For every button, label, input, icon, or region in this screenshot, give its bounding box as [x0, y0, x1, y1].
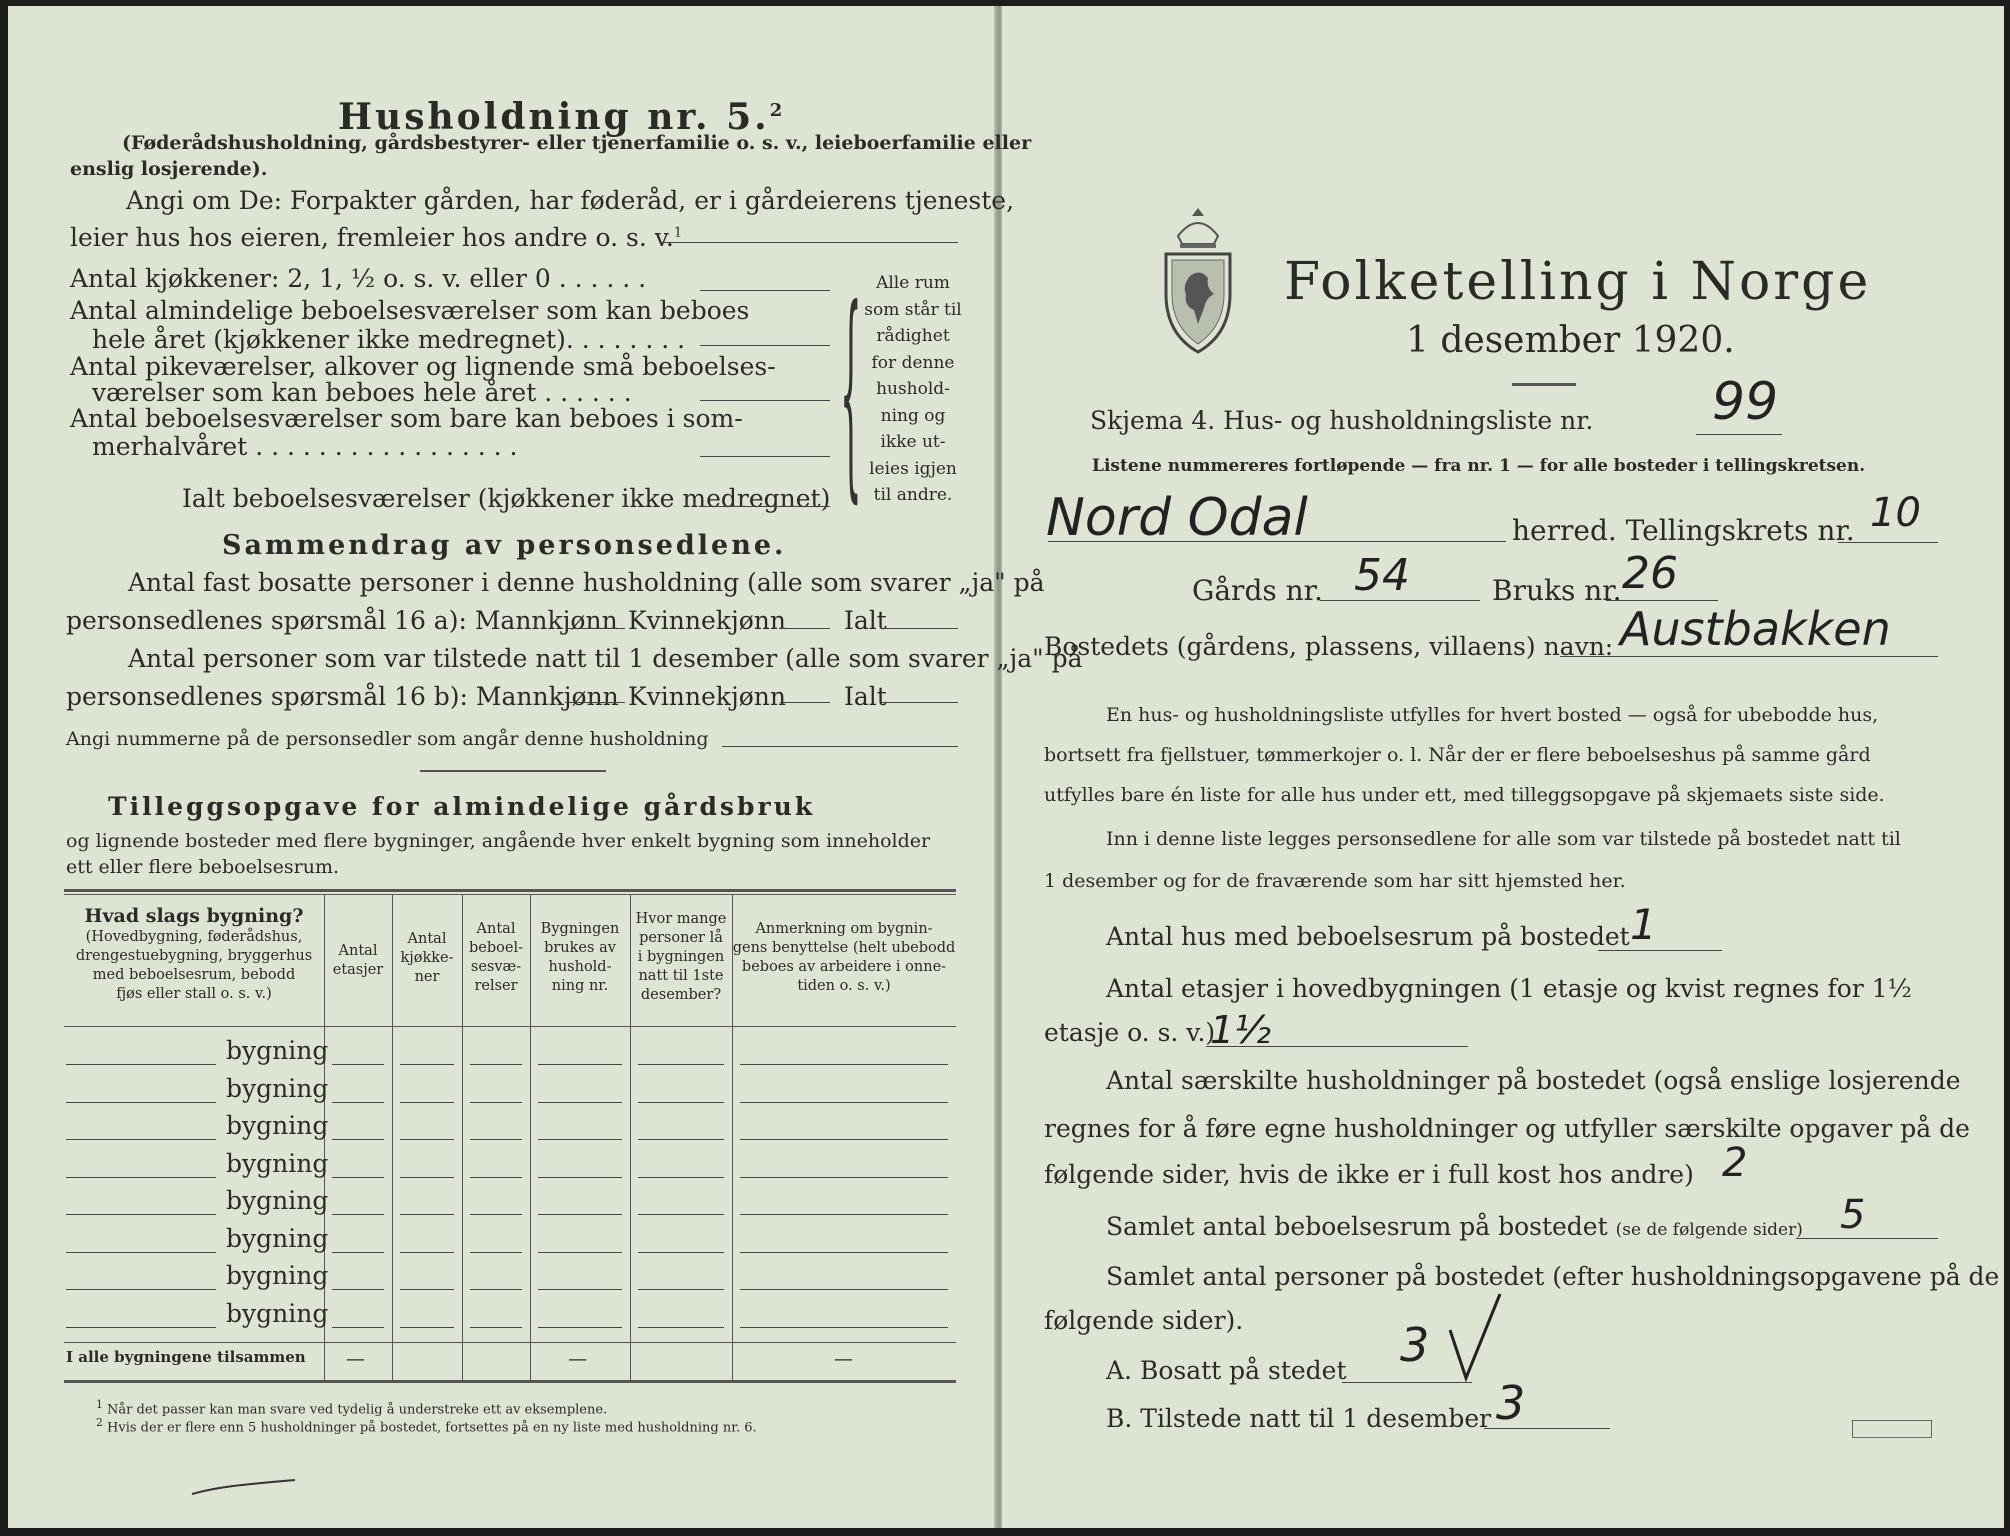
th-etasjer: Antal etasjer [332, 943, 384, 978]
building-cell-line[interactable] [470, 1177, 522, 1178]
building-cell-line[interactable] [400, 1214, 454, 1215]
check-mark [1446, 1290, 1506, 1384]
gards-value[interactable]: 54 [1354, 550, 1410, 601]
skjema-nr-value[interactable]: 99 [1712, 372, 1779, 432]
info-line-4: Inn i denne liste legges personsedlene for alle som var tilstede på bostedet natt til [1106, 828, 1901, 850]
angi-line-2: leier hus hos eieren, fremleier hos andre o. s. v.$^1$ [70, 223, 683, 252]
skjema-label: Skjema 4. Hus- og husholdningsliste nr. [1090, 406, 1594, 435]
sommer-answer-line[interactable] [700, 456, 830, 457]
tilstede-mann-line[interactable] [565, 702, 625, 703]
building-cell-line[interactable] [740, 1177, 948, 1178]
sammendrag-title: Sammendrag av personsedlene. [222, 530, 787, 561]
pike-answer-line[interactable] [700, 400, 830, 401]
building-cell-line[interactable] [470, 1214, 522, 1215]
building-cell-line[interactable] [470, 1102, 522, 1103]
building-cell-line[interactable] [332, 1064, 384, 1065]
q-pers-2: følgende sider). [1044, 1306, 1244, 1335]
ialt-rooms-answer-line[interactable] [700, 506, 830, 507]
fast-kvinne-label: Kvinnekjønn [628, 606, 786, 635]
building-cell-line[interactable] [470, 1139, 522, 1140]
table-total-rule [64, 1342, 956, 1343]
total-brukes-dash: — [568, 1348, 587, 1370]
building-type-line[interactable] [66, 1252, 216, 1253]
norway-coat-of-arms-icon [1156, 206, 1240, 356]
rooms-pike-2: værelser som kan beboes hele året . . . . . . [92, 378, 632, 407]
building-cell-line[interactable] [470, 1289, 522, 1290]
th-anmerkning: Anmerkning om bygnin- gens benyttelse (helt ubebodd beboes av arbeidere i onne- tiden o. s. v.) [732, 921, 956, 994]
q-rum-value[interactable]: 5 [1840, 1192, 1866, 1238]
fast-kvinne-line[interactable] [780, 628, 830, 629]
building-row-label: bygning [226, 1036, 329, 1065]
fast-mann-line[interactable] [565, 628, 625, 629]
th-beboelsesvaerelser: Antal beboel- sesvæ- relser [469, 921, 523, 994]
building-cell-line[interactable] [400, 1102, 454, 1103]
building-cell-line[interactable] [400, 1177, 454, 1178]
almindelige-answer-line[interactable] [700, 345, 830, 346]
b-tilstede-line [1484, 1428, 1610, 1429]
printer-stamp [1852, 1420, 1932, 1438]
q-etasjer-2: etasje o. s. v.) [1044, 1018, 1216, 1047]
building-cell-line[interactable] [638, 1327, 724, 1328]
nummerne-answer-line[interactable] [722, 746, 958, 747]
q-hush-value[interactable]: 2 [1722, 1140, 1748, 1186]
building-row-label: bygning [226, 1111, 329, 1140]
th-brukes-av: Bygningen brukes av hushold- ning nr. [540, 921, 620, 994]
bruks-value[interactable]: 26 [1622, 548, 1678, 599]
building-cell-line[interactable] [538, 1289, 622, 1290]
q-etasjer-value[interactable]: 1½ [1210, 1008, 1272, 1052]
bruks-line [1606, 600, 1718, 601]
building-cell-line[interactable] [332, 1252, 384, 1253]
a-bosatt-line [1342, 1382, 1472, 1383]
fast-ialt-line[interactable] [882, 628, 958, 629]
tillegg-sub-1: og lignende bosteder med flere bygninger, angående hver enkelt bygning som inneholder [66, 830, 931, 852]
intro-paren-1: (Føderådshusholdning, gårdsbestyrer- eller tjenerfamilie o. s. v., leieboerfamilie eller [122, 132, 1032, 154]
footnote-1: $^1$ Når det passer kan man svare ved tydelig å understreke ett av eksemplene. [96, 1398, 608, 1418]
building-cell-line[interactable] [740, 1214, 948, 1215]
rooms-almindelige-2: hele året (kjøkkener ikke medregnet). . . . . . . . [92, 325, 686, 354]
rooms-pike-1: Antal pikeværelser, alkover og lignende små beboelses- [70, 352, 776, 381]
pen-mark [190, 1476, 300, 1500]
building-cell-line[interactable] [400, 1289, 454, 1290]
building-cell-line[interactable] [332, 1177, 384, 1178]
q-etasjer-line [1206, 1046, 1468, 1047]
building-cell-line[interactable] [538, 1177, 622, 1178]
building-cell-line[interactable] [740, 1064, 948, 1065]
building-cell-line[interactable] [538, 1214, 622, 1215]
table-top-rule-2 [64, 894, 956, 895]
building-row-label: bygning [226, 1148, 329, 1178]
building-cell-line[interactable] [638, 1289, 724, 1290]
total-anmerkning-dash: — [834, 1348, 853, 1370]
th-kjokkener: Antal kjøkke- ner [400, 931, 454, 985]
b-tilstede-label: B. Tilstede natt til 1 desember [1106, 1404, 1492, 1433]
ialt-rooms-label: Ialt beboelsesværelser (kjøkkener ikke medregnet) [182, 484, 831, 513]
tilstede-kvinne-label: Kvinnekjønn [628, 682, 786, 711]
building-cell-line[interactable] [740, 1102, 948, 1103]
bosted-value[interactable]: Austbakken [1620, 602, 1891, 656]
building-cell-line[interactable] [400, 1252, 454, 1253]
building-row-label: bygning [226, 1223, 329, 1253]
info-line-3: utfylles bare én liste for alle hus under ett, med tilleggsopgave på skjemaets siste side. [1044, 784, 1885, 806]
building-type-line[interactable] [66, 1177, 216, 1178]
building-cell-line[interactable] [538, 1139, 622, 1140]
table-bottom-rule [64, 1380, 956, 1383]
skjema-nr-line [1696, 434, 1782, 435]
building-cell-line[interactable] [470, 1064, 522, 1065]
total-etasjer-dash: — [346, 1348, 365, 1370]
bosted-label: Bostedets (gårdens, plassens, villaens) navn: [1044, 632, 1614, 661]
tilstede-ialt-line[interactable] [882, 702, 958, 703]
building-cell-line[interactable] [538, 1064, 622, 1065]
building-type-line[interactable] [66, 1214, 216, 1215]
building-row-label: bygning [226, 1073, 329, 1103]
tilstede-ialt-label: Ialt [844, 682, 887, 711]
side-brace: { [840, 264, 862, 528]
building-row-label: bygning [226, 1186, 329, 1215]
q-hus-value[interactable]: 1 [1630, 900, 1657, 949]
building-row-label: bygning [226, 1298, 329, 1328]
building-type-line[interactable] [66, 1327, 216, 1328]
bosted-line [1560, 656, 1938, 657]
gards-label: Gårds nr. [1192, 574, 1323, 607]
q-hus-line [1598, 950, 1722, 951]
building-cell-line[interactable] [400, 1327, 454, 1328]
building-cell-line[interactable] [740, 1139, 948, 1140]
rooms-sommer-1: Antal beboelsesværelser som bare kan beboes i som- [70, 404, 743, 433]
sammendrag-line-3: Antal personer som var tilstede natt til 1 desember (alle som svarer „ja" på [128, 644, 1083, 673]
footnote-2: $^2$ Hvis der er flere enn 5 husholdninger på bostedet, fortsettes på en ny liste med husholdning nr. 6. [96, 1416, 757, 1436]
q-hus-label: Antal hus med beboelsesrum på bostedet [1106, 922, 1630, 951]
building-cell-line[interactable] [538, 1252, 622, 1253]
q-hush-2: regnes for å føre egne husholdninger og utfyller særskilte opgaver på de [1044, 1114, 1970, 1143]
info-line-5: 1 desember og for de fraværende som har sitt hjemsted her. [1044, 870, 1626, 892]
building-type-line[interactable] [66, 1102, 216, 1103]
listene-note: Listene nummereres fortløpende — fra nr. 1 — for alle bosteder i tellingskretsen. [1092, 456, 1866, 476]
title-rule [1512, 383, 1576, 386]
sammendrag-line-2: personsedlenes spørsmål 16 a): Mannkjønn [66, 606, 618, 635]
kjokken-answer-line[interactable] [700, 290, 830, 291]
angi-answer-line[interactable] [660, 242, 958, 243]
building-cell-line[interactable] [400, 1139, 454, 1140]
census-title: Folketelling i Norge [1284, 252, 1872, 312]
building-cell-line[interactable] [400, 1064, 454, 1065]
building-cell-line[interactable] [332, 1327, 384, 1328]
info-line-2: bortsett fra fjellstuer, tømmerkojer o. l. Når der er flere beboelseshus på samme gård [1044, 744, 1871, 766]
q-rum-line [1796, 1238, 1938, 1239]
q-hush-3: følgende sider, hvis de ikke er i full kost hos andre) [1044, 1160, 1694, 1189]
q-pers-1: Samlet antal personer på bostedet (efter husholdningsopgavene på de [1106, 1262, 2000, 1291]
building-cell-line[interactable] [538, 1327, 622, 1328]
rooms-almindelige-1: Antal almindelige beboelsesværelser som kan beboes [70, 296, 750, 325]
rooms-sommer-2: merhalvåret . . . . . . . . . . . . . . . . . [92, 432, 518, 461]
building-row-label: bygning [226, 1261, 329, 1290]
section-divider [420, 770, 606, 772]
building-cell-line[interactable] [638, 1252, 724, 1253]
table-header-rule [64, 1026, 956, 1027]
b-tilstede-value[interactable]: 3 [1496, 1376, 1526, 1430]
building-type-line[interactable] [66, 1139, 216, 1140]
tilstede-kvinne-line[interactable] [780, 702, 830, 703]
info-line-1: En hus- og husholdningsliste utfylles for hvert bosted — også for ubebodde hus, [1106, 704, 1879, 726]
sammendrag-line-4: personsedlenes spørsmål 16 b): Mannkjønn [66, 682, 619, 711]
angi-line-1: Angi om De: Forpakter gården, har føderåd, er i gårdeierens tjeneste, [126, 186, 1015, 215]
building-cell-line[interactable] [538, 1102, 622, 1103]
building-cell-line[interactable] [332, 1214, 384, 1215]
census-date: 1 desember 1920. [1406, 320, 1735, 361]
sammendrag-line-1: Antal fast bosatte personer i denne husholdning (alle som svarer „ja" på [128, 568, 1045, 597]
building-cell-line[interactable] [638, 1214, 724, 1215]
intro-paren-2: enslig losjerende). [70, 158, 268, 180]
herred-line [1048, 541, 1506, 542]
tillegg-sub-2: ett eller flere beboelsesrum. [66, 856, 340, 878]
herred-label: herred. Tellingskrets nr. [1512, 514, 1855, 547]
table-top-rule [64, 889, 956, 892]
q-etasjer-1: Antal etasjer i hovedbygningen (1 etasje og kvist regnes for 1½ [1106, 974, 1912, 1003]
total-row-label: I alle bygningene tilsammen [66, 1348, 306, 1366]
gards-line [1320, 600, 1480, 601]
th-personer: Hvor mange personer lå i bygningen natt til 1ste desember? [635, 911, 727, 1003]
bruks-label: Bruks nr. [1492, 574, 1622, 607]
a-bosatt-value[interactable]: 3 [1400, 1318, 1430, 1372]
tillegg-title: Tilleggsopgave for almindelige gårdsbruk [108, 792, 816, 821]
household-title: Husholdning nr. 5.$^2$ [338, 96, 786, 138]
q-hush-1: Antal særskilte husholdninger på bostedet (også enslige losjerende [1106, 1066, 1961, 1095]
q-rum-label: Samlet antal beboelsesrum på bostedet (se de følgende sider) [1106, 1212, 1803, 1241]
rooms-kjokken: Antal kjøkkener: 2, 1, ½ o. s. v. eller 0 . . . . . . [70, 264, 647, 293]
th-bygning: Hvad slags bygning? (Hovedbygning, føderådshus, drengestuebygning, bryggerhus med beboelsesrum, bebodd fjøs eller stall o. s. v.) [75, 905, 313, 1002]
building-cell-line[interactable] [470, 1252, 522, 1253]
building-type-line[interactable] [66, 1289, 216, 1290]
herred-value[interactable]: Nord Odal [1046, 488, 1308, 548]
nummerne-label: Angi nummerne på de personsedler som angår denne husholdning [66, 728, 709, 750]
building-cell-line[interactable] [740, 1252, 948, 1253]
building-type-line[interactable] [66, 1064, 216, 1065]
fast-ialt-label: Ialt [844, 606, 887, 635]
a-bosatt-label: A. Bosatt på stedet [1106, 1356, 1347, 1385]
building-cell-line[interactable] [470, 1327, 522, 1328]
side-note: Alle rum som står til rådighet for denne hushold- ning og ikke ut- leies igjen til andre. [864, 273, 962, 505]
building-cell-line[interactable] [638, 1064, 724, 1065]
building-cell-line[interactable] [740, 1289, 948, 1290]
krets-value[interactable]: 10 [1870, 490, 1921, 536]
krets-line [1838, 542, 1938, 543]
building-cell-line[interactable] [638, 1102, 724, 1103]
building-cell-line[interactable] [332, 1139, 384, 1140]
building-cell-line[interactable] [740, 1327, 948, 1328]
building-cell-line[interactable] [638, 1177, 724, 1178]
building-cell-line[interactable] [332, 1289, 384, 1290]
building-cell-line[interactable] [332, 1102, 384, 1103]
building-cell-line[interactable] [638, 1139, 724, 1140]
